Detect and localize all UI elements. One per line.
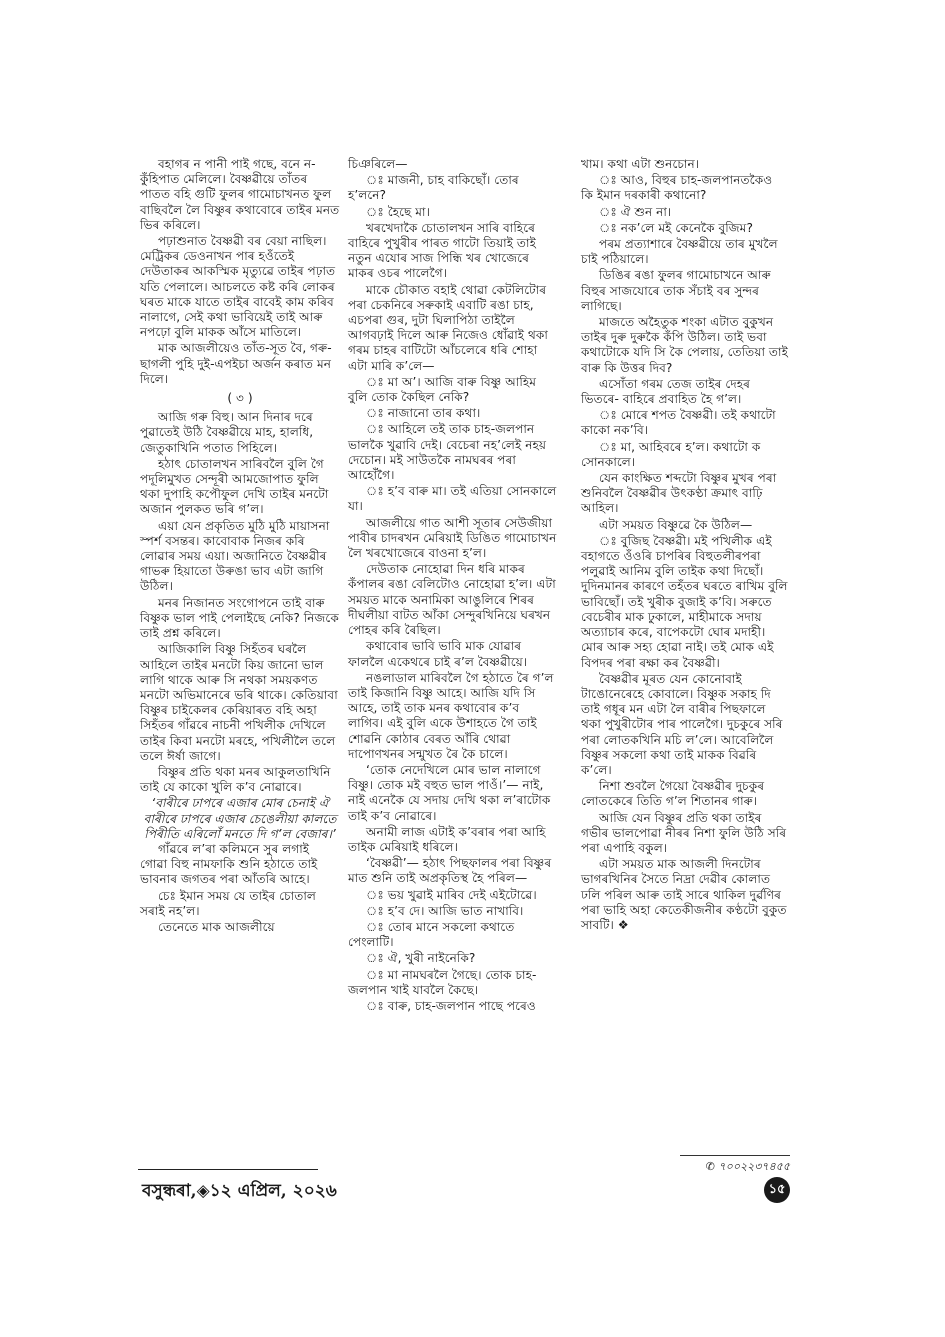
paragraph: ঃ আও, বিহুৰ চাহ-জলপানতকৈও কি ইমান দৰকাৰী কথানো? xyxy=(581,173,773,203)
paragraph: ঃ মোৰে শপত বৈষ্ণৱী। তই কথাটো কাকো নক’বি। xyxy=(581,408,776,438)
paragraph: হঠাৎ চোতালখন সাৰিবলৈ বুলি গৈ পদূলিমুখত সেন্দূৰী আমজোপাত ফুলি থকা দুপাহি কপৌফুল দেখি তাইৰ মনটো অজান পুলকত ভৰি গ’ল। xyxy=(140,456,329,517)
section-heading: ( ৩ ) xyxy=(227,391,253,406)
paragraph: এটা সময়ত মাক আজলী দিনটোৰ ভাগৰখিনিৰ সৈতে নিদ্ৰা দেৱীৰ কোলাত ঢলি পৰিল আৰু তাই সাৰে থাকিল দুৰ্ৱণিৰ পৰা ভাহি অহা কেতেকীজনীৰ কণ্ঠটো বুকুত সাবটি। ❖ xyxy=(581,857,787,932)
paragraph: ঃ বুজিছ বৈষ্ণৱী। মই পখিলীক এই বহাগতে ওঁওৰি চাপৰিৰ বিহুতলীৰপৰা পলুৱাই আনিম বুলি তাইক কথা দিছোঁ। দুদিনমানৰ কাৰণে তহঁতৰ ঘৰতে ৰাখিম বুলি ভাবিছোঁ। তই খুৰীক বুজাই ক’বি। সৰুতে বেচেৰীৰ মাক ঢুকালে, মাহীমাকে সদায় অত্যাচাৰ কৰে, বাপেকটো ঘোৰ মদাহী। মোৰ আৰু সহ্য হোৱা নাই। তই মোক এই বিপদৰ পৰা ৰক্ষা কৰ বৈষ্ণৱী। xyxy=(581,533,788,670)
paragraph: বিষ্ণুৰ প্ৰতি থকা মনৰ আকুলতাখিনি তাই যে কাকো খুলি ক’ব নোৱাৰে। xyxy=(140,764,331,795)
paragraph: দেউতাক নোহোৱা দিন ধৰি মাকৰ কঁপালৰ ৰঙা বেলিটোও নোহোৱা হ’ল। এটা সময়ত মাকে অনামিকা আঙুলিৰে শিৰৰ দীঘলীয়া বাটত আঁকা সেন্দুৰখিনিয়ে ঘৰখন পোহৰ কৰি ৰৈছিল। xyxy=(348,562,556,638)
paragraph: আজিকালি বিষ্ণু সিহঁতৰ ঘৰলৈ আহিলে তাইৰ মনটো কিয় জানো ভাল লাগি থাকে আৰু সি নথকা সময়কণত মনটো অভিমানেৰে ভৰি থাকে। কেতিয়াবা বিষ্ণুৰ চাইকেলৰ কেৰিয়াৰত বহি অহা সিহঁতৰ গাঁৱৰে নাচনী পখিলীক দেখিলে তাইৰ কিবা মনটো মৰহে, পখিলীলৈ তলে তলে ঈৰ্ষা জাগে। xyxy=(140,642,338,763)
paragraph: নঙলাডাল মাৰিবলৈ গৈ হঠাতে ৰৈ গ’ল তাই কিজানি বিষ্ণু আহে। আজি যদি সি আহে, তাই তাক মনৰ কথাবোৰ ক’ব লাগিব। এই বুলি একে উশাহতে গৈ তাই শোৱনি কোঠাৰ বেৰত আঁৰি থোৱা দাপোণখনৰ সন্মুখত ৰৈ কৈ চালে। xyxy=(348,670,554,761)
text-column-2 xyxy=(348,157,558,1015)
paragraph: নিশা শুবলৈ গৈয়ো বৈষ্ণৱীৰ দুচকুৰ লোতকেৰে তিতি গ’ল শিতানৰ গাৰু। xyxy=(581,779,765,809)
paragraph: বৈষ্ণৱীৰ মূৰত যেন কোনোবাই টাঙোনেৰেহে কোবালে। বিষ্ণুক সকাহ দি তাই গধূৰ মন এটা লৈ বাৰীৰ পিছফালে থকা পুখুৰীটোৰ পাৰ পালেগৈ। দুচকুৰে সৰি পৰা লোতকখিনি মচি ল’লে। আবেলিলৈ বিষ্ণুৰ সকলো কথা তাই মাকক বিৱৰি ক’লে। xyxy=(581,671,783,777)
paragraph: ডিঙিৰ ৰঙা ফুলৰ গামোচাখনে আৰু বিহুৰ সাজযোৰে তাক সঁচাই বৰ সুন্দৰ লাগিছে। xyxy=(581,268,771,313)
paragraph: মাকে চৌকাত বহাই থোৱা কেটলিটোৰ পৰা চেকনিৰে সৰুকাই এবাটি ৰঙা চাহ, এচপৰা গুৰ, দুটা ঘিলাপিঠা তাইলৈ আগবঢ়াই দিলে আৰু নিজেও ধোঁৱাই থকা গৰম চাহৰ বাটিটো আঁচলেৰে ধৰি শোহা এটা মাৰি ক’লে— xyxy=(348,282,548,373)
footer-rule xyxy=(138,1169,318,1170)
paragraph: এয়া যেন প্ৰকৃতিত মুঠি মুঠি মায়াসনা স্পৰ্শ বসন্তৰ। কাবোবাক নিজৰ কৰি লোৱাৰ সময় এয়া। অজানিতে বৈষ্ণৱীৰ গাভৰু হিয়াতো উৰুঙা ভাব এটা জাগি উঠিল। xyxy=(140,518,330,594)
paragraph: খৰখেদাকৈ চোতালখন সাৰি বাহিৰে বাহিৰে পুখুৰীৰ পাৰত গাটো তিয়াই তাই নতুন এযোৰ সাজ পিন্ধি খৰ খোজেৰে মাকৰ ওচৰ পালেগৈ। xyxy=(348,220,536,281)
paragraph: ‘তোক নেদেখিলে মোৰ ভাল নালাগে বিষ্ণু। তোক মই বহুত ভাল পাওঁ।’— নাই, নাই এনেকৈ যে সদায় দেখি থকা ল’ৰাটোক তাই ক’ব নোৱাৰে। xyxy=(348,762,551,823)
author-phone: ✆ ৭০০২২৩৭৪৫৫ xyxy=(680,1155,790,1177)
paragraph: ঃ ঐ, খুৰী নাইনেকি? xyxy=(366,951,476,966)
paragraph: যেন কাংক্ষিত শব্দটো বিষ্ণুৰ মুখৰ পৰা শুনিবলৈ বৈষ্ণৱীৰ উৎকণ্ঠা ক্ৰমাৎ বাঢ়ি আহিল। xyxy=(581,471,777,516)
paragraph: মাক আজলীয়েও তাঁত-সূত বৈ, গৰু-ছাগলী পুহি দুই-এপইচা অৰ্জন কৰাত মন দিলে। xyxy=(140,341,332,386)
paragraph: ঃ হ’ব দে। আজি ভাত নাখাবি। xyxy=(366,903,524,918)
paragraph: ঃ তোৰ মানে সকলো কথাতে পেংলাটি। xyxy=(348,919,515,950)
paragraph: এসোঁতা গৰম তেজ তাইৰ দেহৰ ভিতৰে- বাহিৰে প্ৰবাহিত হৈ গ’ল। xyxy=(581,376,751,407)
paragraph: ঃ নাজানো তাৰ কথা। xyxy=(366,406,481,421)
paragraph: তেনেতে মাক আজলীয়ে xyxy=(158,919,275,934)
paragraph: ঃ নক’লে মই কেনেকৈ বুজিম? xyxy=(599,220,753,235)
page-number: ১৫ xyxy=(764,1177,790,1203)
text-column-1 xyxy=(140,157,340,936)
paragraph: চিঞৰিলে— xyxy=(348,157,408,171)
paragraph: ঃ মাজনী, চাহ বাকিছোঁ। তোৰ হ’লনে? xyxy=(348,173,519,203)
paragraph: ঃ ভয় খুৱাই মাৰিব দেই এইটোৱে। xyxy=(366,887,537,902)
paragraph: আজি গৰু বিহু। আন দিনাৰ দৰে পুৱাতেই উঠি বৈষ্ণৱীয়ে মাহ, হালধি, জেতুকাখিনি পতাত পিহিলে। xyxy=(140,410,314,455)
paragraph: ঃ ঐ শুন না। xyxy=(599,204,672,219)
paragraph: ঃ মা নামঘৰলৈ গৈছে। তোক চাহ-জলপান খাই যাবলৈ কৈছে। xyxy=(348,967,537,997)
paragraph: পঢ়াশুনাত বৈষ্ণৱী বৰ বেয়া নাছিল। মেট্ৰিকৰ ডেওনাখন পাৰ হওঁতেই দেউতাকৰ আকস্মিক মৃত্যুৱে তাইৰ পঢ়াত যতি পেলালে। আচলতে কষ্ট কৰি লোকৰ ঘৰত মাকে যাতে তাইৰ বাবেই কাম কৰিব নালাগে, সেই কথা ভাবিয়েই তাই আৰু নপঢ়ো বুলি মাকক আঁসে মাতিলে। xyxy=(140,234,336,340)
paragraph: আজলীয়ে গাত আশী সূতাৰ সেউজীয়া পাবীৰ চাদৰখন মেৰিয়াই ডিঙিত গামোচাখন লৈ খৰখোজেৰে বাওনা হ’ল। xyxy=(348,515,557,561)
paragraph: ঃ আহিলে তই তাক চাহ-জলপান ভালকৈ খুৱাবি দেই। বেচেৰা নহ’লেই নহয় দেচোন। মই সাউতকৈ নামঘৰৰ পৰা আহোঁগৈ। xyxy=(348,422,547,483)
paragraph: খাম। কথা এটা শুনচোন। xyxy=(581,157,700,171)
paragraph: বহাগৰ ন পানী পাই গছে, বনে ন-কুঁহিপাত মেলিলে। বৈষ্ণৱীয়ে তাঁতৰ পাতত বহি গুটি ফুলৰ গামোচাখনত ফুল বাছিবলৈ লৈ বিষ্ণুৰ কথাবোৰে তাইৰ মনত ভিৰ কৰিলে। xyxy=(140,157,340,232)
paragraph: ঃ মা অ’। আজি বাৰু বিষ্ণু আহিম বুলি তোক কৈছিল নেকি? xyxy=(348,374,537,405)
paragraph: ঃ মা, আহিবৰে হ’ল। কথাটো ক সোনকালে। xyxy=(581,439,761,469)
paragraph: চেঃ ইমান সময় যে তাইৰ চোতাল সৰাই নহ’ল। xyxy=(140,888,316,918)
paragraph: পৰম প্ৰত্যাশাৰে বৈষ্ণৱীয়ে তাৰ মুখলৈ চাই পঠিয়ালে। xyxy=(581,237,778,267)
verse: ‘বাৰীৰে ঢাপৰে এজাৰ মোৰ চেনাই ঐ বাৰীৰে ঢাপৰে এজাৰ চেঙেলীয়া কালতে পিৰীতি এৰিলোঁ মনতে দি গ’ল বেজাৰ।’ xyxy=(143,796,337,841)
paragraph: মাজতে অহৈতুক শংকা এটাত বুকুখন তাইৰ দুৰু দুৰুকৈ কঁপি উঠিল। তাই ভবা কথাটোকে যদি সি কৈ পেলায়, তেতিয়া তাই বাৰু কি উত্তৰ দিব? xyxy=(581,315,788,375)
paragraph: এটা সময়ত বিষ্ণুৱে কৈ উঠিল— xyxy=(599,517,753,532)
text-column-3 xyxy=(581,157,788,934)
paragraph: কথাবোৰ ভাবি ভাবি মাক যোৱাৰ ফাললৈ একেথৰে চাই ৰ’ল বৈষ্ণৱীয়ে। xyxy=(348,639,528,669)
paragraph: ঃ হৈছে মা। xyxy=(366,204,430,219)
paragraph: ‘বৈষ্ণৱী’— হঠাৎ পিছফালৰ পৰা বিষ্ণুৰ মাত শুনি তাই অপ্ৰকৃতিস্থ হৈ পৰিল— xyxy=(348,856,552,886)
paragraph: আজি যেন বিষ্ণুৰ প্ৰতি থকা তাইৰ গভীৰ ভালপোৱা নীৰৰ নিশা ফুলি উঠি সৰি পৰা এপাহি বকুল। xyxy=(581,810,787,855)
paragraph: ঃ বাৰু, চাহ-জলপান পাছে পৰেও xyxy=(366,998,536,1013)
paragraph: অনামী লাজ এটাই ক’বৰাৰ পৰা আহি তাইক মেৰিয়াই ধৰিলে। xyxy=(348,824,546,854)
paragraph: ঃ হ’ব বাৰু মা। তই এতিয়া সোনকালে যা। xyxy=(348,484,557,514)
magazine-footer: বসুন্ধৰা,◈১২ এপ্ৰিল, ২০২৬ xyxy=(142,1181,337,1201)
paragraph: গাঁৱৰে ল’ৰা কলিমনে সুৰ লগাই গোৱা বিহু নামফাকি শুনি হঠাতে তাই ভাবনাৰ জগতৰ পৰা আঁতৰি আহে। xyxy=(140,841,318,887)
paragraph: মনৰ নিজানত সংগোপনে তাই বাৰু বিষ্ণুক ভাল পাই পেলাইছে নেকি? নিজকে তাই প্ৰশ্ন কৰিলে। xyxy=(140,595,339,641)
